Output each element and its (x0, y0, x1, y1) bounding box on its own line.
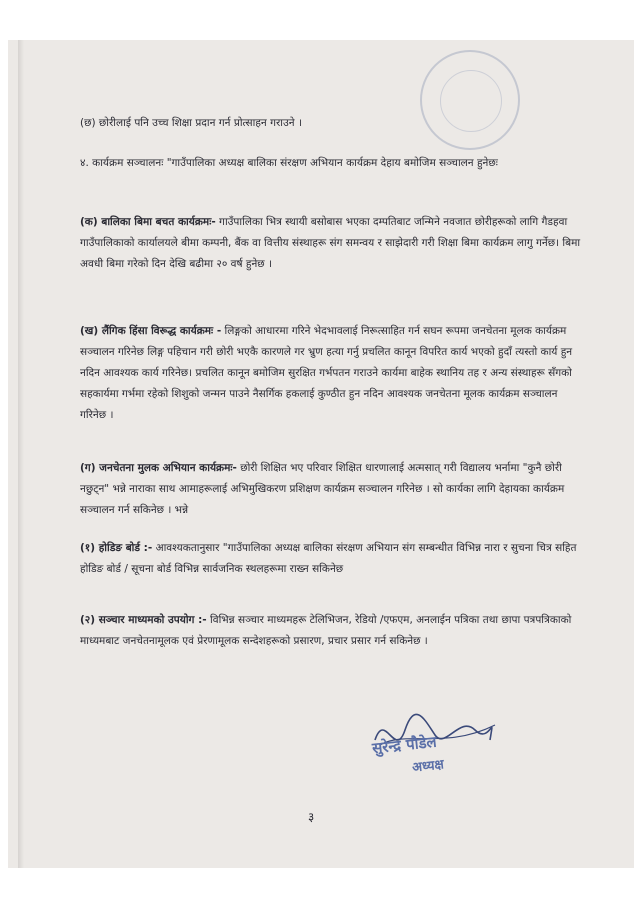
office-seal (420, 50, 520, 150)
page-fold-shadow (18, 40, 24, 868)
body-ga: छोरी शिक्षित भए परिवार शिक्षित धारणालाई अत्मसात् गरी विद्यालय भर्नामा "कुनै छोरी नछुट्न" भन्ने नाराका साथ आमाहरूलाई अभिमुखिकरण प्रशिक्षण कार्यक्रम सञ्चालन गरिनेछ । सो कार्यका लागि देहायका कार्यक्रम सञ्चालन गर्न सकिनेछ । भन्ने (80, 462, 565, 516)
paragraph-ga (80, 458, 585, 521)
body-1: आवश्यकतानुसार "गाउँपालिका अध्यक्ष बालिका संरक्षण अभियान संग सम्बन्धीत विभिन्न नारा र सुचना चित्र सहित होडिङ बोर्ड / सूचना बोर्ड विभिन्न सार्वजनिक स्थलहरूमा राख्न सकिनेछ (80, 542, 577, 575)
paragraph-chha: (छ) छोरीलाई पनि उच्च शिक्षा प्रदान गर्न प्रोत्साहन गराउने । (80, 117, 302, 129)
paragraph-2 (80, 610, 585, 652)
page-number: ३ (308, 810, 315, 824)
heading-ga: (ग) जनचेतना मुलक अभियान कार्यक्रमः- (80, 462, 237, 474)
paragraph-ka (80, 212, 585, 275)
paragraph-section-4: ४. कार्यक्रम सञ्चालनः "गाउँपालिका अध्यक्ष बालिका संरक्षण अभियान कार्यक्रम देहाय बमोजिम सञ्चालन हुनेछः (80, 157, 498, 169)
paragraph-1 (80, 538, 585, 580)
body-ka: गाउँपालिका भित्र स्थायी बसोबास भएका दम्पतिबाट जन्मिने नवजात छोरीहरूको लागि गैडहवा गाउँपालिकाको कार्यालयले बीमा कम्पनी, बैंक वा वित्तीय संस्थाहरू संग समन्वय र साझेदारी गरी शिक्षा बिमा कार्यक्रम लागु गर्नेछ। बिमा अवधी बिमा गरेको दिन देखि बढीमा २० वर्ष हुनेछ । (80, 216, 581, 270)
signature-name-stamp: सुरेन्द्र पौडेल (371, 732, 438, 758)
signature-title-stamp: अध्यक्ष (411, 757, 445, 776)
heading-ka: (क) बालिका बिमा बचत कार्यक्रमः- (80, 216, 216, 228)
heading-kha: (ख) लैंगिक हिंसा विरूद्ध कार्यक्रमः - (80, 325, 222, 337)
body-kha: लिङ्गको आधारमा गरिने भेदभावलाई निरूत्साहित गर्न सघन रूपमा जनचेतना मूलक कार्यक्रम सञ्चालन गरिनेछ लिङ्ग पहिचान गरी छोरी भएकै कारणले गर भ्रुण हत्या गर्नु प्रचलित कानून विपरित कार्य भएको हुदाँ त्यस्तो कार्य हुन नदिन आवश्यक कार्य गरिनेछ। प्रचलित कानून बमोजिम सुरक्षित गर्भपतन गराउने कार्यमा बाहेक स्थानिय तह र अन्य संस्थाहरू सँगको सहकार्यमा गर्भमा रहेको शिशुको जन्मन पाउने नैसर्गिक हकलाई कुण्ठीत हुन नदिन आवश्यक जनचेतना मूलक कार्यक्रम सञ्चालन गरिनेछ । (80, 325, 573, 421)
paragraph-kha (80, 321, 585, 426)
heading-2: (२) सञ्चार माध्यमको उपयोग :- (80, 614, 207, 626)
heading-1: (१) होडिङ बोर्ड :- (80, 542, 153, 554)
body-2: विभिन्न सञ्चार माध्यमहरू टेलिभिजन, रेडियो /एफएम, अनलाईन पत्रिका तथा छापा पत्रपत्रिकाको माध्यमबाट जनचेतनामूलक एवं प्रेरणामूलक सन्देशहरूको प्रसारण, प्रचार प्रसार गर्न सकिनेछ । (80, 614, 572, 647)
